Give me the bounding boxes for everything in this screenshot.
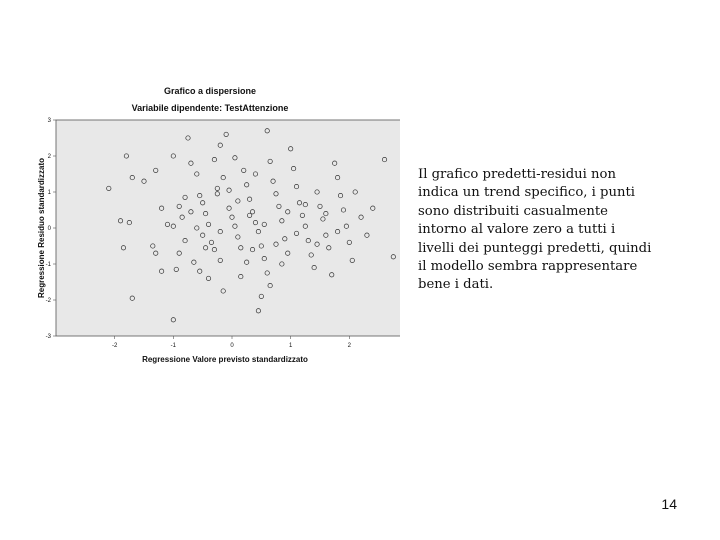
y-tick-label: 3 bbox=[47, 118, 51, 124]
x-axis-label: Regressione Valore previsto standardizzato bbox=[142, 355, 308, 364]
scatter-plot bbox=[20, 80, 400, 370]
y-tick-label: -1 bbox=[45, 262, 51, 268]
x-tick-label: -2 bbox=[111, 343, 118, 349]
plot-area bbox=[56, 120, 400, 336]
y-tick-label: -2 bbox=[45, 298, 51, 304]
x-tick-label: 0 bbox=[230, 343, 234, 349]
y-tick-label: -3 bbox=[45, 334, 51, 340]
x-axis-ticks bbox=[112, 336, 352, 349]
y-tick-label: 1 bbox=[47, 190, 51, 196]
chart-title: Grafico a dispersione bbox=[163, 86, 257, 96]
x-tick-label: 2 bbox=[347, 343, 352, 349]
chart-subtitle: Variabile dipendente: TestAttenzione bbox=[131, 103, 289, 113]
y-axis-label: Regressione Residuo standardizzato bbox=[37, 157, 46, 299]
x-tick-label: 1 bbox=[288, 343, 293, 349]
y-tick-label: 2 bbox=[47, 154, 51, 160]
x-tick-label: -1 bbox=[170, 343, 177, 349]
y-tick-label: 0 bbox=[47, 226, 51, 232]
y-axis-ticks bbox=[46, 118, 56, 340]
caption-text: Il grafico predetti-residui non indica un trend specifico, i punti sono distribuiti casualmente intorno al valore zero a tutti i livelli dei punteggi predetti, quindi il modello sembra rappresentare bene i dati. bbox=[418, 167, 652, 293]
page-number: 14 bbox=[661, 496, 677, 512]
